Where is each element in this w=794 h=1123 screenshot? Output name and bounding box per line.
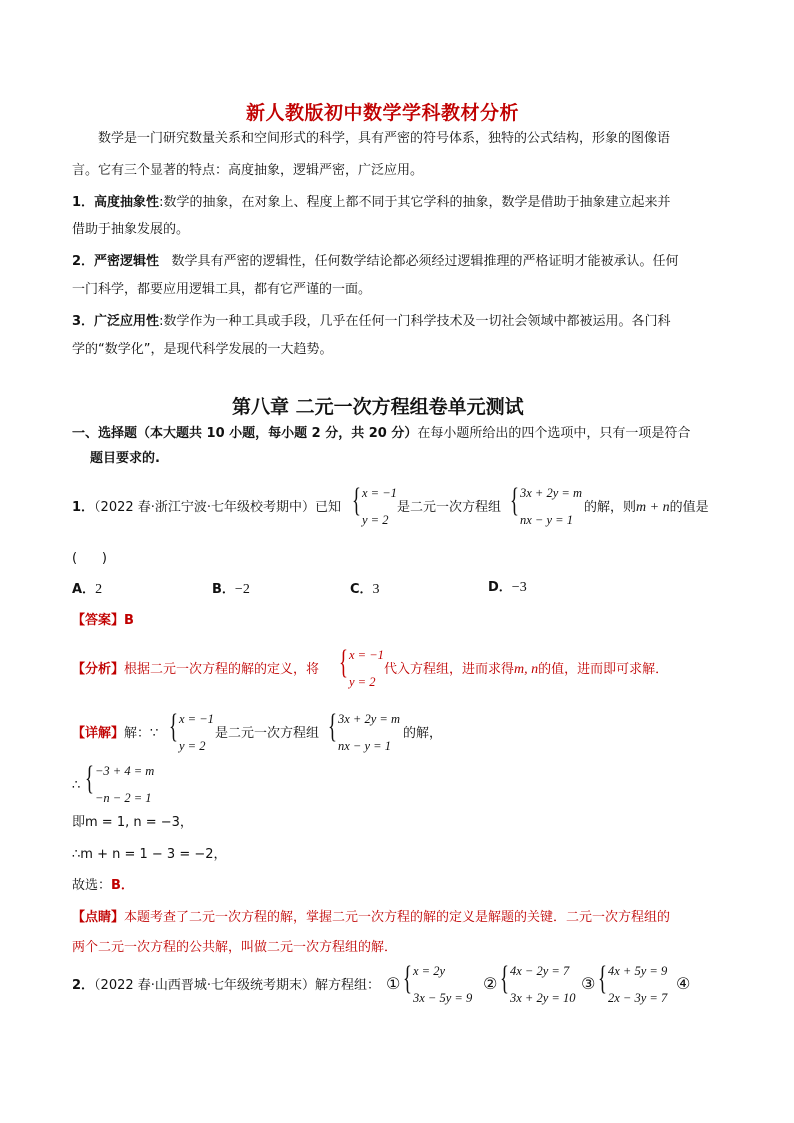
q1-analysis-system [339, 644, 384, 690]
circled-4: ④ [676, 974, 691, 993]
q2-system-2 [500, 960, 576, 1006]
q1-step-3: ∴m + n = 1 − 3 = −2， [72, 847, 227, 862]
q1-equation-system [510, 482, 582, 528]
q2-system-3 [598, 960, 668, 1006]
option-value: −2 [234, 582, 250, 597]
q1-detail-a [72, 726, 158, 742]
comment-text: 本题考查了二元一次方程的解，掌握二元一次方程的解的定义是解题的关键．二元一次方程组的 [124, 910, 671, 925]
answer-value: B [124, 613, 134, 628]
q1-source [72, 500, 341, 516]
q1-option-d [488, 580, 527, 596]
feature-1-text: :数学的抽象，在对象上、程度上都不同于其它学科的抽象，数学是借助于抽象建立起来并 [159, 195, 671, 210]
eq-line: −3 + 4 = m [95, 764, 155, 778]
q1-option-a [72, 582, 102, 598]
option-label: B． [212, 582, 235, 597]
q1-tail [584, 500, 709, 516]
brace-icon: { [500, 960, 509, 997]
intro-line-1: 数学是一门研究数量关系和空间形式的科学，具有严密的符号体系，独特的公式结构，形象的图像语 [98, 131, 671, 146]
feature-1-line-1 [72, 195, 670, 211]
option-label: D． [488, 580, 512, 595]
q2-system-1 [403, 960, 473, 1006]
brace-icon: { [169, 708, 178, 745]
q1-detail-system-1 [169, 708, 214, 754]
brace-icon: { [339, 644, 348, 681]
eq-line: −n − 2 = 1 [95, 791, 152, 805]
brace-icon: { [598, 960, 607, 997]
eq-line: y = 2 [349, 675, 376, 689]
q1-expr: m + n [636, 500, 670, 515]
detail-text-a: 解：∵ [124, 726, 159, 741]
eq-line: 3x + 2y = m [520, 486, 582, 500]
q1-solution-system [352, 482, 397, 528]
analysis-text-c: 的值，进而即可求解． [538, 662, 669, 677]
choose-value: B． [111, 878, 134, 893]
feature-3-line-2: 学的“数学化”，是现代科学发展的一大趋势。 [72, 342, 333, 357]
q1-number: 1． [72, 500, 95, 515]
eq-line: 4x + 5y = 9 [608, 964, 668, 978]
eq-line: 3x + 2y = 10 [510, 991, 576, 1005]
comment-tag: 【点睛】 [72, 910, 125, 925]
intro-line-2: 言。它有三个显著的特点：高度抽象，逻辑严密，广泛应用。 [72, 163, 424, 178]
q1-analysis-b [384, 662, 668, 678]
eq-line: x = 2y [413, 964, 446, 978]
analysis-vars: m, n [514, 662, 539, 677]
brace-icon: { [403, 960, 412, 997]
feature-2-line-1 [72, 254, 678, 270]
q1-comment-line-2: 两个二元一次方程的公共解，叫做二元一次方程组的解． [72, 940, 398, 955]
eq-line: x = −1 [362, 486, 397, 500]
eq-line: 4x − 2y = 7 [510, 964, 570, 978]
feature-3-num: 3． [72, 314, 95, 329]
q1-detail-c: 的解， [403, 726, 443, 741]
eq-line: nx − y = 1 [338, 739, 391, 753]
analysis-text-a: 根据二元一次方程的解的定义，将 [124, 662, 320, 677]
feature-2-label: 严密逻辑性 [94, 254, 160, 269]
eq-line: 3x − 5y = 9 [413, 991, 473, 1005]
chapter-title: 第八章 二元一次方程组卷单元测试 [232, 396, 524, 418]
q1-answer-paren: ( ) [72, 551, 107, 566]
section-1-line-2: 题目要求的. [90, 451, 160, 466]
q1-comment-line-1 [72, 910, 670, 926]
q1-text-b: 是二元一次方程组 [397, 500, 502, 515]
q1-analysis-a [72, 662, 319, 678]
q1-text-a: 已知 [315, 500, 342, 515]
feature-3-label: 广泛应用性 [94, 314, 160, 329]
analysis-tag: 【分析】 [72, 662, 125, 677]
analysis-text-b: 代入方程组，进而求得 [384, 662, 515, 677]
feature-1-label: 高度抽象性 [94, 195, 160, 210]
option-label: C． [350, 582, 373, 597]
section-1-bold: 一、选择题（本大题共 10 小题，每小题 2 分，共 20 分） [72, 426, 418, 441]
feature-3-text: :数学作为一种工具或手段，几乎在任何一门科学技术及一切社会领域中都被运用。各门科 [159, 314, 671, 329]
circled-2: ② [483, 974, 498, 993]
eq-line: x = −1 [179, 712, 214, 726]
eq-line: y = 2 [179, 739, 206, 753]
therefore-symbol: ∴ [72, 778, 81, 793]
q1-detail-b: 是二元一次方程组 [215, 726, 320, 741]
q1-option-b [212, 582, 250, 598]
q1-step-2: 即m = 1, n = −3， [72, 815, 193, 830]
q1-source-text: （2022 春·浙江宁波·七年级校考期中） [94, 500, 316, 515]
q1-step-system [85, 760, 155, 806]
brace-icon: { [328, 708, 337, 745]
feature-2-num: 2． [72, 254, 95, 269]
brace-icon: { [85, 760, 94, 797]
option-value: 2 [95, 582, 103, 597]
feature-2-text: 数学具有严密的逻辑性，任何数学结论都必须经过逻辑推理的严格证明才能被承认。任何 [159, 254, 679, 269]
q1-text-d: 的值是 [669, 500, 709, 515]
brace-icon: { [352, 482, 361, 519]
option-value: −3 [511, 580, 527, 595]
eq-line: 2x − 3y = 7 [608, 991, 668, 1005]
q2-source-text: （2022 春·山西晋城·七年级统考期末） [94, 978, 316, 993]
q1-detail-system-2 [328, 708, 400, 754]
q2-source [72, 978, 380, 994]
feature-2-line-2: 一门科学，都要应用逻辑工具，都有它严谨的一面。 [72, 282, 372, 297]
brace-icon: { [510, 482, 519, 519]
section-1-line-1 [72, 426, 690, 442]
section-1-rest: 在每小题所给出的四个选项中，只有一项是符合 [417, 426, 691, 441]
eq-line: nx − y = 1 [520, 513, 573, 527]
document-title: 新人教版初中数学学科教材分析 [246, 102, 520, 124]
q2-number: 2． [72, 978, 95, 993]
choose-text: 故选： [72, 878, 112, 893]
eq-line: y = 2 [362, 513, 389, 527]
eq-line: x = −1 [349, 648, 384, 662]
detail-tag: 【详解】 [72, 726, 125, 741]
option-label: A． [72, 582, 96, 597]
circled-3: ③ [581, 974, 596, 993]
q2-text: 解方程组： [315, 978, 381, 993]
eq-line: 3x + 2y = m [338, 712, 400, 726]
option-value: 3 [372, 582, 380, 597]
q1-answer [72, 613, 134, 629]
feature-1-line-2: 借助于抽象发展的。 [72, 222, 190, 237]
feature-1-num: 1． [72, 195, 95, 210]
answer-tag: 【答案】 [72, 613, 125, 628]
q1-text-c: 的解，则 [584, 500, 637, 515]
circled-1: ① [386, 974, 401, 993]
feature-3-line-1 [72, 314, 670, 330]
q1-choose [72, 878, 134, 894]
q1-option-c [350, 582, 380, 598]
